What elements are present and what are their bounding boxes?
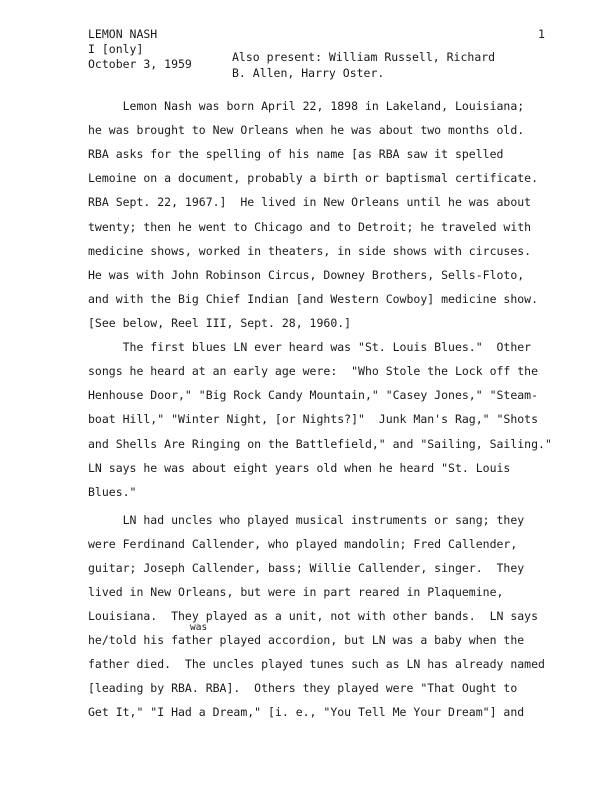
reel-label: I [only] [88,42,144,56]
text-line: and with the Big Chief Indian [and Western Cowboy] medicine show. [88,292,539,306]
text-line: RBA asks for the spelling of his name [as RBA saw it spelled [88,147,504,161]
interviewee-name: LEMON NASH [88,27,158,41]
text-line: LN had uncles who played musical instruments or sang; they [88,513,525,527]
text-line: [See below, Reel III, Sept. 28, 1960.] [88,316,352,330]
text-line: Get It," "I Had a Dream," [i. e., "You Tell Me Your Dream"] and [88,705,525,719]
text-line: medicine shows, worked in theaters, in side shows with circuses. [88,244,532,258]
text-line: RBA Sept. 22, 1967.] He lived in New Orleans until he was about [88,195,532,209]
text-line: Blues." [88,485,137,499]
text-line: Louisiana. They played as a unit, not with other bands. LN says [88,609,539,623]
text-line: boat Hill," "Winter Night, [or Nights?]" Junk Man's Rag," "Shots [88,412,539,426]
text-line: and Shells Are Ringing on the Battlefield," and "Sailing, Sailing." [88,437,552,451]
text-line: songs he heard at an early age were: "Who Stole the Lock off the [88,364,539,378]
text-line: lived in New Orleans, but were in part reared in Plaquemine, [88,585,504,599]
text-line: Lemoine on a document, probably a birth or baptismal certificate. [88,171,539,185]
text-line: He was with John Robinson Circus, Downey Brothers, Sells-Floto, [88,268,525,282]
text-line: twenty; then he went to Chicago and to Detroit; he traveled with [88,220,532,234]
text-line: Lemon Nash was born April 22, 1898 in Lakeland, Louisiana; [88,99,525,113]
also-present-line: Also present: William Russell, Richard [232,50,496,64]
text-line: he/told his father played accordion, but LN was a baby when the [88,633,525,647]
also-present-line: B. Allen, Harry Oster. [232,66,385,80]
text-line: The first blues LN ever heard was "St. Louis Blues." Other [88,340,532,354]
text-line: Henhouse Door," "Big Rock Candy Mountain," "Casey Jones," "Steam- [88,388,539,402]
text-line: father died. The uncles played tunes such as LN has already named [88,657,545,671]
page-number: 1 [538,27,545,41]
text-line: he was brought to New Orleans when he was about two months old. [88,123,525,137]
text-line: [leading by RBA. RBA]. Others they played were "That Ought to [88,681,518,695]
document-header [88,27,192,72]
text-line: were Ferdinand Callender, who played mandolin; Fred Callender, [88,537,518,551]
also-present [232,49,495,81]
interview-date: October 3, 1959 [88,57,192,71]
interlinear-insert: was [190,622,208,633]
text-line: LN says he was about eight years old when he heard "St. Louis [88,461,511,475]
text-line: guitar; Joseph Callender, bass; Willie Callender, singer. They [88,561,525,575]
